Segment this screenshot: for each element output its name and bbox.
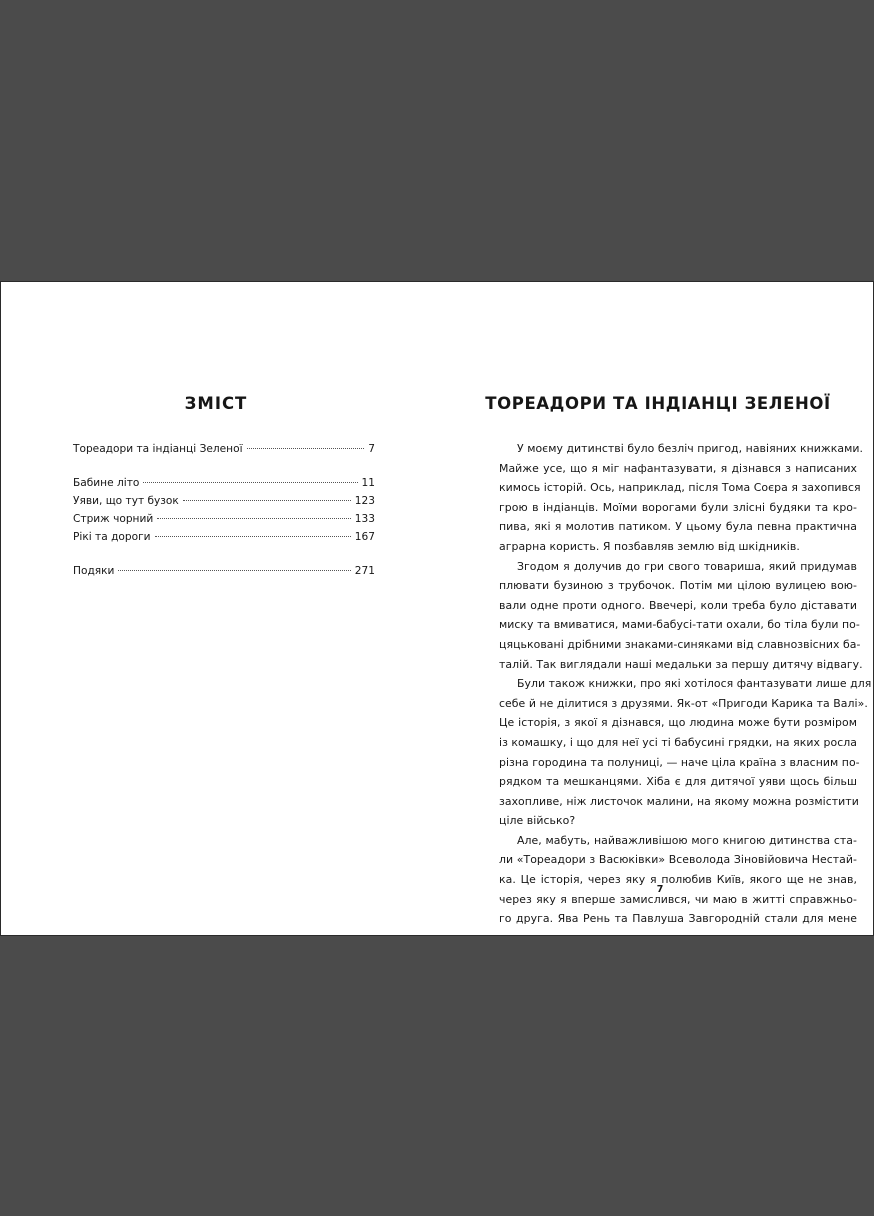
chapter-page <box>438 282 873 935</box>
contents-entry[interactable] <box>73 510 375 528</box>
entry-page: 123 <box>354 495 375 507</box>
text-line: Але, мабуть, найважливішою мого книгою дитинства ста- <box>517 833 857 847</box>
contents-entry[interactable] <box>73 528 375 546</box>
text-line: го друга. Ява Рень та Павлуша Завгородній стали для мене <box>499 912 857 926</box>
dot-leader <box>143 482 357 483</box>
entry-title: Тореадори та індіанці Зеленої <box>73 443 243 455</box>
text-line: миску та вмиватися, мами-бабусі-тати охали, бо тіла були по- <box>499 618 860 632</box>
text-line: талій. Так виглядали наші медальки за першу дитячу відвагу. <box>499 657 863 671</box>
contents-page <box>1 282 437 935</box>
text-line: захопливе, ніж листочок малини, на якому можна розмістити <box>499 794 859 808</box>
text-line: грою в індіанців. Моїми ворогами були злісні будяки та кро- <box>499 500 857 514</box>
entry-page: 167 <box>354 531 375 543</box>
entry-page: 7 <box>368 443 375 455</box>
text-line: вали одне проти одного. Ввечері, коли треба було діставати <box>499 598 857 612</box>
book-spread <box>0 281 874 936</box>
text-line: через яку я вперше замислився, чи маю в житті справжньо- <box>499 892 857 906</box>
section-gap <box>73 458 375 474</box>
entry-title: Уяви, що тут бузок <box>73 495 179 507</box>
text-line: себе й не ділитися з друзями. Як-от «Пригоди Карика та Валі». <box>499 696 868 710</box>
contents-list <box>73 440 375 580</box>
contents-entry[interactable] <box>73 562 375 580</box>
text-line: У моєму дитинстві було безліч пригод, навіяних книжками. <box>517 442 864 455</box>
entry-title: Рікі та дороги <box>73 531 151 543</box>
dot-leader <box>118 570 350 571</box>
text-line: ціле військо? <box>499 814 576 828</box>
text-line: Майже усе, що я міг нафантазувати, я дізнався з написаних <box>499 461 857 475</box>
text-line: пива, які я молотив патиком. У цьому була певна практична <box>499 520 857 534</box>
text-line: Були також книжки, про які хотілося фантазувати лише для <box>517 677 872 691</box>
entry-title: Стриж чорний <box>73 513 154 525</box>
text-line: різна городина та полуниці, — наче ціла країна з власним по- <box>499 755 860 769</box>
entry-page: 11 <box>361 477 375 489</box>
dot-leader <box>247 448 365 449</box>
text-line: ка. Це історія, через яку я полюбив Київ, якого ще не знав, <box>499 873 857 887</box>
entry-title: Подяки <box>73 565 115 577</box>
entry-page: 133 <box>354 513 375 525</box>
contents-entry[interactable] <box>73 474 375 492</box>
contents-entry[interactable] <box>73 440 375 458</box>
text-line: ли «Тореадори з Васюківки» Всеволода Зіновійовича Нестай- <box>499 853 857 867</box>
page-number: 7 <box>656 884 664 895</box>
entry-page: 271 <box>354 565 375 577</box>
text-line: із комашку, і що для неї усі ті бабусині грядки, на яких росла <box>499 735 857 749</box>
contents-title: ЗМІСТ <box>184 394 248 413</box>
chapter-title: ТОРЕАДОРИ ТА ІНДІАНЦІ ЗЕЛЕНОЇ <box>485 394 831 413</box>
text-line: цяцьковані дрібними знаками-синяками від славнозвісних ба- <box>499 637 861 651</box>
contents-entry[interactable] <box>73 492 375 510</box>
text-line: кимось історій. Ось, наприклад, після Тома Соєра я захопився <box>499 481 861 495</box>
entry-title: Бабине літо <box>73 477 140 489</box>
dot-leader <box>183 500 351 501</box>
chapter-body <box>499 439 872 929</box>
text-line: плювати бузиною з трубочок. Потім ми цілою вулицею вою- <box>499 579 857 593</box>
text-line: аграрна користь. Я позбавляв землю від шкідників. <box>499 539 800 553</box>
section-gap <box>73 546 375 562</box>
text-line: Це історія, з якої я дізнався, що людина може бути розміром <box>499 716 857 730</box>
text-line: Згодом я долучив до гри свого товариша, який придумав <box>517 559 857 573</box>
text-line: рядком та мешканцями. Хіба є для дитячої уяви щось більш <box>499 775 857 789</box>
dot-leader <box>155 536 351 537</box>
dot-leader <box>157 518 351 519</box>
